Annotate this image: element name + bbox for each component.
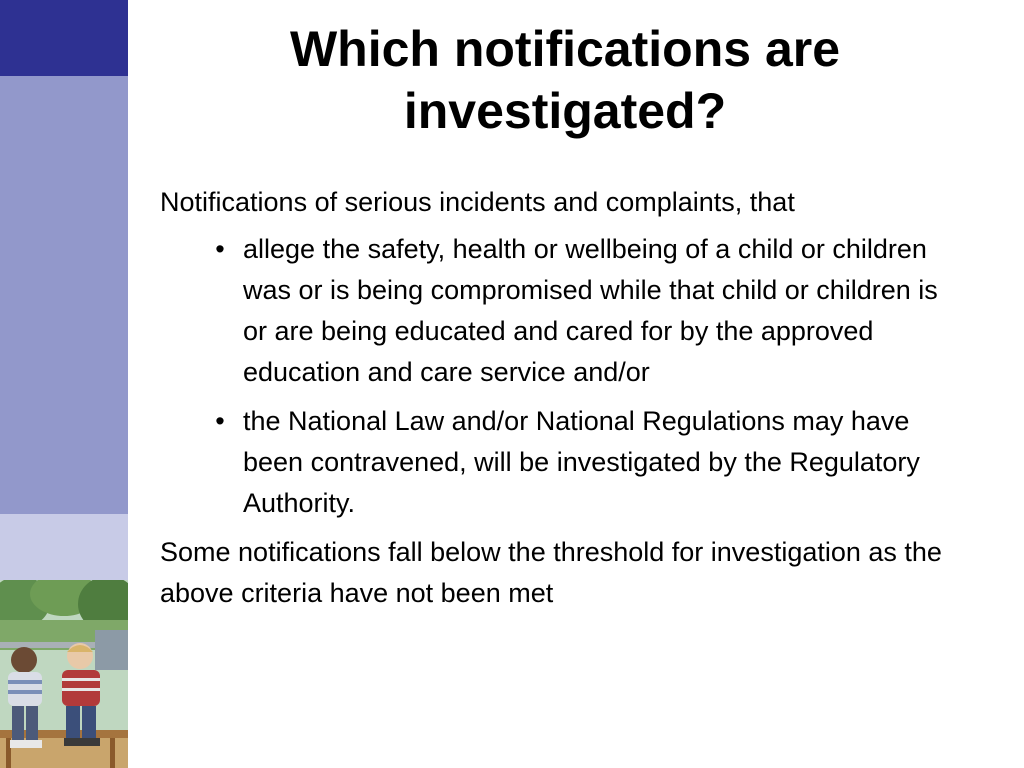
closing-paragraph: Some notifications fall below the threshold for investigation as the above criteria have not been met — [160, 537, 942, 608]
sidebar-band-dark — [0, 0, 128, 76]
bullet-marker: • — [215, 406, 225, 436]
slide-title — [150, 18, 980, 142]
title-line-1: Which notifications are — [289, 21, 841, 77]
children-photo — [0, 580, 128, 768]
bullet-marker: • — [215, 234, 225, 264]
bullet-text: the National Law and/or National Regulations may have been contravened, will be investigated by the Regulatory Authority. — [243, 406, 920, 518]
slide-body — [160, 182, 960, 614]
sidebar-band-mid — [0, 76, 128, 514]
bullet-list — [160, 229, 960, 524]
intro-paragraph: Notifications of serious incidents and complaints, that — [160, 187, 795, 217]
bullet-text: allege the safety, health or wellbeing of a child or children was or is being compromised while that child or children is or are being educated and cared for by the approved education and care service and/or — [243, 234, 938, 387]
title-line-2: investigated? — [403, 83, 727, 139]
sidebar-band-light — [0, 514, 128, 580]
bullet-item — [160, 401, 960, 524]
bullet-item — [160, 229, 960, 393]
decorative-sidebar — [0, 0, 128, 768]
